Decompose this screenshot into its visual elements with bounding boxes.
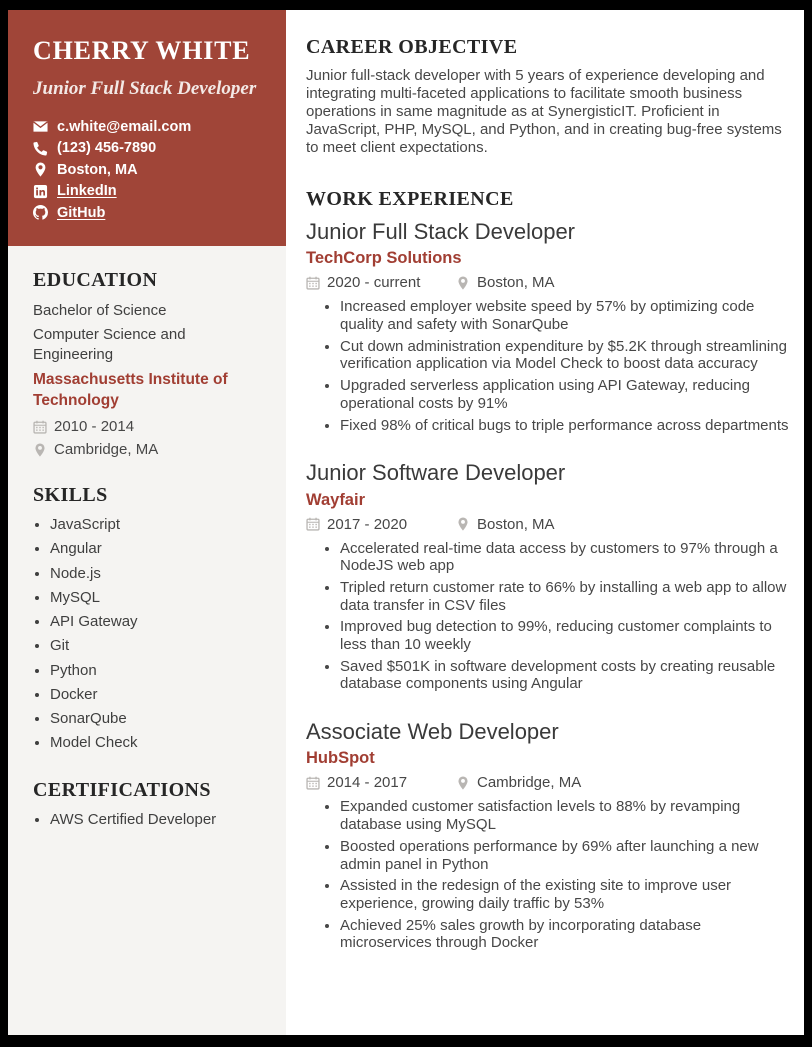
job-bullet: • Increased employer website speed by 57% by optimizing code quality and safety with SonarQube [340,298,795,333]
job-bullet: • Saved $501K in software development costs by creating reusable database components using Angular [340,658,795,693]
location-pin-icon [33,443,47,457]
contact-location-value: Boston, MA [57,161,138,178]
job-meta-row [306,274,795,291]
contact-phone [33,140,264,156]
job-bullet: • Expanded customer satisfaction levels to 88% by revamping database using MySQL [340,798,795,833]
skill-item: • Node.js [50,565,266,584]
skills-heading: SKILLS [33,484,108,507]
main-column [286,10,804,1035]
job-dates: 2017 - 2020 [327,515,408,533]
career-objective-text: Junior full-stack developer with 5 years of experience developing and integrating multi-faceted applications to facilitate smooth business operations in same magnitude as at SynergisticIT. Proficient in JavaScript, PHP, MySQL, and Python, and in creating bug-free systems to meet client expectations. [306,67,782,156]
certifications-heading: CERTIFICATIONS [33,779,211,802]
job-entry [306,219,795,434]
location-icon [33,162,48,177]
education-location-row [33,441,266,458]
job-bullet: • Tripled return customer rate to 66% by installing a web app to allow data transfer in CSV files [340,579,795,614]
job-bullet: • Fixed 98% of critical bugs to triple performance across departments [340,417,795,435]
certification-item: • AWS Certified Developer [50,811,266,830]
github-icon [33,205,48,220]
contact-location [33,162,264,178]
job-location: Boston, MA [477,515,555,533]
work-experience-section [306,188,795,952]
contact-email-value: c.white@email.com [57,118,192,135]
job-company: TechCorp Solutions [306,249,462,268]
education-dates-row [33,418,266,435]
contact-list [33,119,264,221]
job-bullets [306,798,795,952]
calendar-icon [306,276,320,290]
contact-linkedin [33,183,264,199]
job-meta-row [306,774,795,791]
contact-phone-value: (123) 456-7890 [57,140,157,157]
work-experience-heading: WORK EXPERIENCE [306,188,514,210]
skills-section [33,484,266,753]
skill-item: • JavaScript [50,516,266,535]
job-bullet: • Achieved 25% sales growth by incorporating database microservices through Docker [340,917,795,952]
calendar-icon [33,420,47,434]
sidebar-body [8,246,286,1035]
job-meta-row [306,516,795,533]
job-entry [306,719,795,952]
skill-item: • Docker [50,686,266,705]
job-location: Cambridge, MA [477,774,582,792]
skill-item: • Python [50,662,266,681]
job-dates: 2014 - 2017 [327,774,408,792]
job-bullets [306,540,795,694]
sidebar [8,10,286,1035]
job-title: Junior Full Stack Developer [306,219,576,244]
contact-email [33,119,264,135]
phone-icon [33,141,48,156]
location-pin-icon [456,517,470,531]
education-degree: Bachelor of Science [33,302,167,320]
education-field: Computer Science and Engineering [33,325,186,364]
job-bullets [306,298,795,434]
sidebar-header [8,10,286,246]
linkedin-link[interactable]: LinkedIn [57,183,117,200]
job-bullet: • Assisted in the redesign of the existing site to improve user experience, growing daily traffic by 53% [340,877,795,912]
skill-item: • SonarQube [50,710,266,729]
job-dates: 2020 - current [327,274,421,292]
candidate-name: CHERRY WHITE [33,36,251,65]
skill-item: • Model Check [50,734,266,753]
job-company: HubSpot [306,749,375,768]
candidate-job-title: Junior Full Stack Developer [33,77,257,99]
job-bullet: • Improved bug detection to 99%, reducing customer complaints to less than 10 weekly [340,618,795,653]
job-bullet: • Accelerated real-time data access by customers to 97% through a NodeJS web app [340,540,795,575]
certifications-list [33,811,266,830]
contact-github [33,205,264,221]
job-bullet: • Upgraded serverless application using API Gateway, reducing operational costs by 91% [340,377,795,412]
job-entry [306,460,795,693]
education-school: Massachusetts Institute of Technology [33,371,228,409]
skill-item: • Git [50,637,266,656]
job-company: Wayfair [306,490,365,509]
job-title: Associate Web Developer [306,719,559,745]
linkedin-icon [33,184,48,199]
career-objective-section [306,36,795,157]
calendar-icon [306,517,320,531]
career-objective-heading: CAREER OBJECTIVE [306,36,518,58]
location-pin-icon [456,776,470,790]
skill-item: • API Gateway [50,613,266,632]
education-location: Cambridge, MA [54,441,159,459]
certifications-section [33,779,266,830]
education-dates: 2010 - 2014 [54,418,135,436]
skill-item: • MySQL [50,589,266,608]
skills-list [33,516,266,753]
github-link[interactable]: GitHub [57,204,106,221]
job-location: Boston, MA [477,274,555,292]
job-bullet: • Boosted operations performance by 69% after launching a new admin panel in Python [340,838,795,873]
skill-item: • Angular [50,540,266,559]
location-pin-icon [456,276,470,290]
email-icon [33,119,48,134]
education-section [33,269,266,458]
job-title: Junior Software Developer [306,460,566,486]
job-bullet: • Cut down administration expenditure by $5.2K through streamlining verification application via Model Check to boost data accuracy [340,338,795,373]
education-heading: EDUCATION [33,269,158,292]
calendar-icon [306,776,320,790]
